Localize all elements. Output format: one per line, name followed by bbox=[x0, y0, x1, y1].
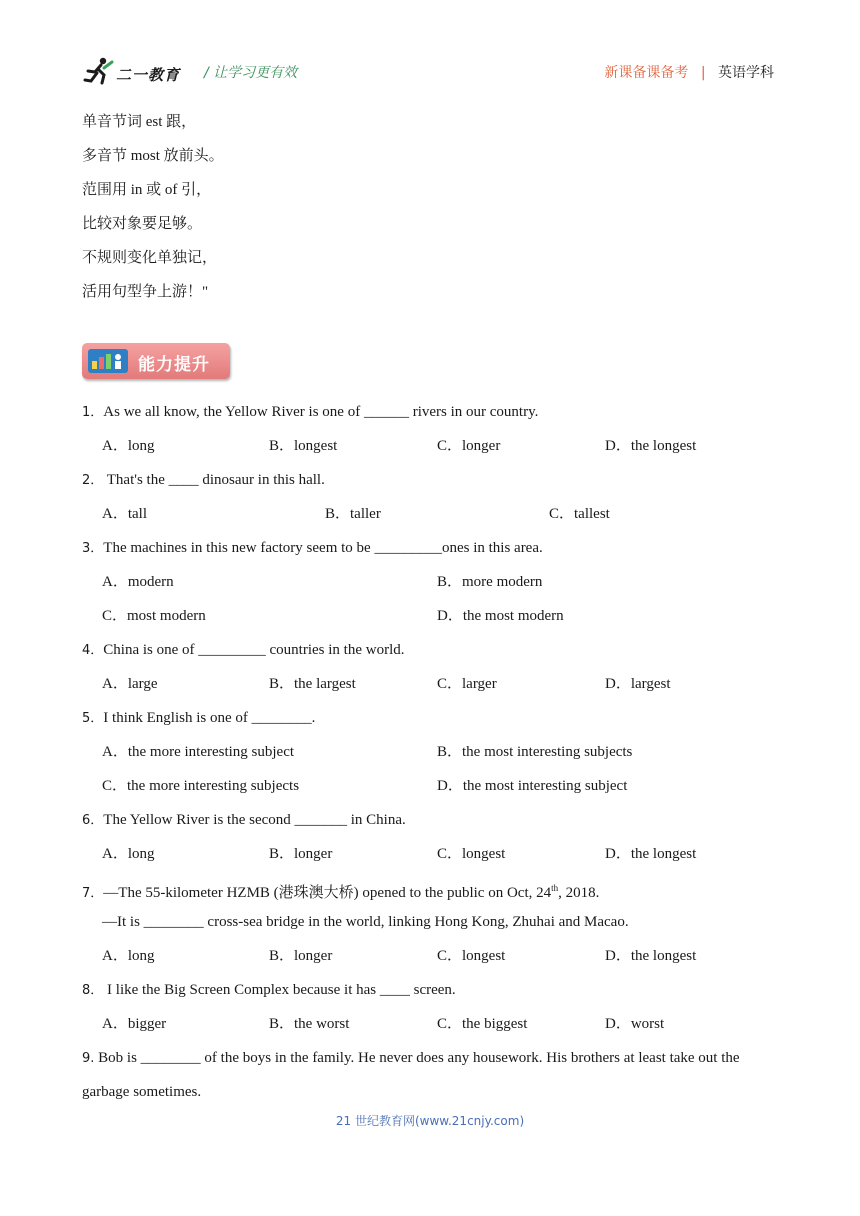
question-number: 1． bbox=[82, 405, 104, 420]
question-stem: I like the Big Screen Complex because it has ____ screen. bbox=[103, 982, 456, 998]
question-2 bbox=[82, 468, 782, 536]
option-c: C．the biggest bbox=[437, 1016, 528, 1032]
runner-logo-icon bbox=[82, 56, 116, 86]
poem-line: 活用句型争上游！" bbox=[82, 284, 209, 300]
question-stem: As we all know, the Yellow River is one of ______ rivers in our country. bbox=[103, 404, 539, 420]
option-a: A．the more interesting subject bbox=[102, 744, 295, 760]
option-b: B．the worst bbox=[269, 1016, 350, 1032]
question-stem-line-2: —It is ________ cross-sea bridge in the world, linking Hong Kong, Zhuhai and Macao. bbox=[102, 914, 629, 930]
header-separator: | bbox=[700, 65, 706, 81]
question-number: 2． bbox=[82, 473, 104, 488]
question-3 bbox=[82, 536, 782, 638]
poem-line: 比较对象要足够。 bbox=[82, 216, 203, 232]
option-d: D．the longest bbox=[605, 846, 697, 862]
option-a: A．long bbox=[102, 846, 155, 862]
question-8 bbox=[82, 978, 782, 1046]
option-a: A．long bbox=[102, 948, 155, 964]
question-number: 5． bbox=[82, 711, 104, 726]
question-7 bbox=[82, 876, 782, 978]
question-stem: That's the ____ dinosaur in this hall. bbox=[103, 472, 325, 488]
page-footer: 21 世纪教育网(www.21cnjy.com) bbox=[335, 1114, 525, 1128]
header-course-label: 新课备课备考 bbox=[604, 65, 689, 81]
chart-people-icon bbox=[88, 349, 128, 373]
option-b: B．the most interesting subjects bbox=[437, 744, 633, 760]
option-b: B．longer bbox=[269, 948, 333, 964]
option-c: C．the more interesting subjects bbox=[102, 778, 300, 794]
option-d: D．worst bbox=[605, 1016, 665, 1032]
question-stem: The Yellow River is the second _______ in China. bbox=[103, 812, 406, 828]
option-d: D．the most modern bbox=[437, 608, 564, 624]
option-c: C．larger bbox=[437, 676, 497, 692]
option-a: A．tall bbox=[102, 506, 147, 522]
poem-line: 单音节词 est 跟， bbox=[82, 114, 197, 130]
question-stem: Bob is ________ of the boys in the family. He never does any housework. His brothers at least take out the bbox=[94, 1050, 740, 1066]
poem-line: 多音节 most 放前头。 bbox=[82, 148, 224, 164]
question-5 bbox=[82, 706, 782, 808]
header-subject: 英语学科 bbox=[718, 65, 774, 81]
question-1 bbox=[82, 400, 782, 468]
question-number: 8． bbox=[82, 983, 104, 998]
question-4 bbox=[82, 638, 782, 706]
option-d: D．the longest bbox=[605, 948, 697, 964]
question-number: 6． bbox=[82, 813, 104, 828]
question-number: 7． bbox=[82, 886, 104, 901]
question-number: 3． bbox=[82, 541, 104, 556]
poem-line: 范围用 in 或 of 引， bbox=[82, 182, 212, 198]
option-c: C．longest bbox=[437, 846, 506, 862]
question-stem: The machines in this new factory seem to be _________ones in this area. bbox=[103, 540, 543, 556]
header-slogan: / 让学习更有效 bbox=[204, 65, 298, 81]
question-number: 9. bbox=[82, 1051, 95, 1066]
section-badge bbox=[82, 343, 232, 381]
question-number: 4． bbox=[82, 643, 104, 658]
option-c: C．longer bbox=[437, 438, 501, 454]
option-d: D．largest bbox=[605, 676, 671, 692]
superscript: th bbox=[551, 883, 559, 893]
logo-text: 二一教育 bbox=[116, 66, 181, 84]
option-c: C．most modern bbox=[102, 608, 206, 624]
option-c: C．longest bbox=[437, 948, 506, 964]
option-b: B．the largest bbox=[269, 676, 356, 692]
page-header bbox=[82, 54, 782, 90]
question-stem: China is one of _________ countries in the world. bbox=[103, 642, 405, 658]
question-stem: I think English is one of ________. bbox=[103, 710, 316, 726]
question-stem-end: , 2018. bbox=[558, 885, 600, 901]
option-a: A．long bbox=[102, 438, 155, 454]
mnemonic-poem bbox=[82, 110, 224, 314]
option-a: A．large bbox=[102, 676, 158, 692]
option-b: B．longer bbox=[269, 846, 333, 862]
option-d: D．the most interesting subject bbox=[437, 778, 628, 794]
question-stem-line-2: garbage sometimes. bbox=[82, 1084, 202, 1100]
option-d: D．the longest bbox=[605, 438, 697, 454]
question-stem: —The 55-kilometer HZMB (港珠澳大桥) opened to the public on Oct, 24 bbox=[103, 885, 552, 901]
option-a: A．bigger bbox=[102, 1016, 167, 1032]
section-title: 能力提升 bbox=[138, 355, 210, 375]
question-9 bbox=[82, 1046, 782, 1114]
option-c: C．tallest bbox=[549, 506, 610, 522]
option-b: B．longest bbox=[269, 438, 338, 454]
option-b: B．more modern bbox=[437, 574, 543, 590]
header-right bbox=[604, 62, 774, 82]
poem-line: 不规则变化单独记， bbox=[82, 250, 218, 266]
question-list bbox=[82, 400, 782, 1114]
option-b: B．taller bbox=[325, 506, 381, 522]
option-a: A．modern bbox=[102, 574, 174, 590]
logo bbox=[82, 56, 192, 88]
question-6 bbox=[82, 808, 782, 876]
